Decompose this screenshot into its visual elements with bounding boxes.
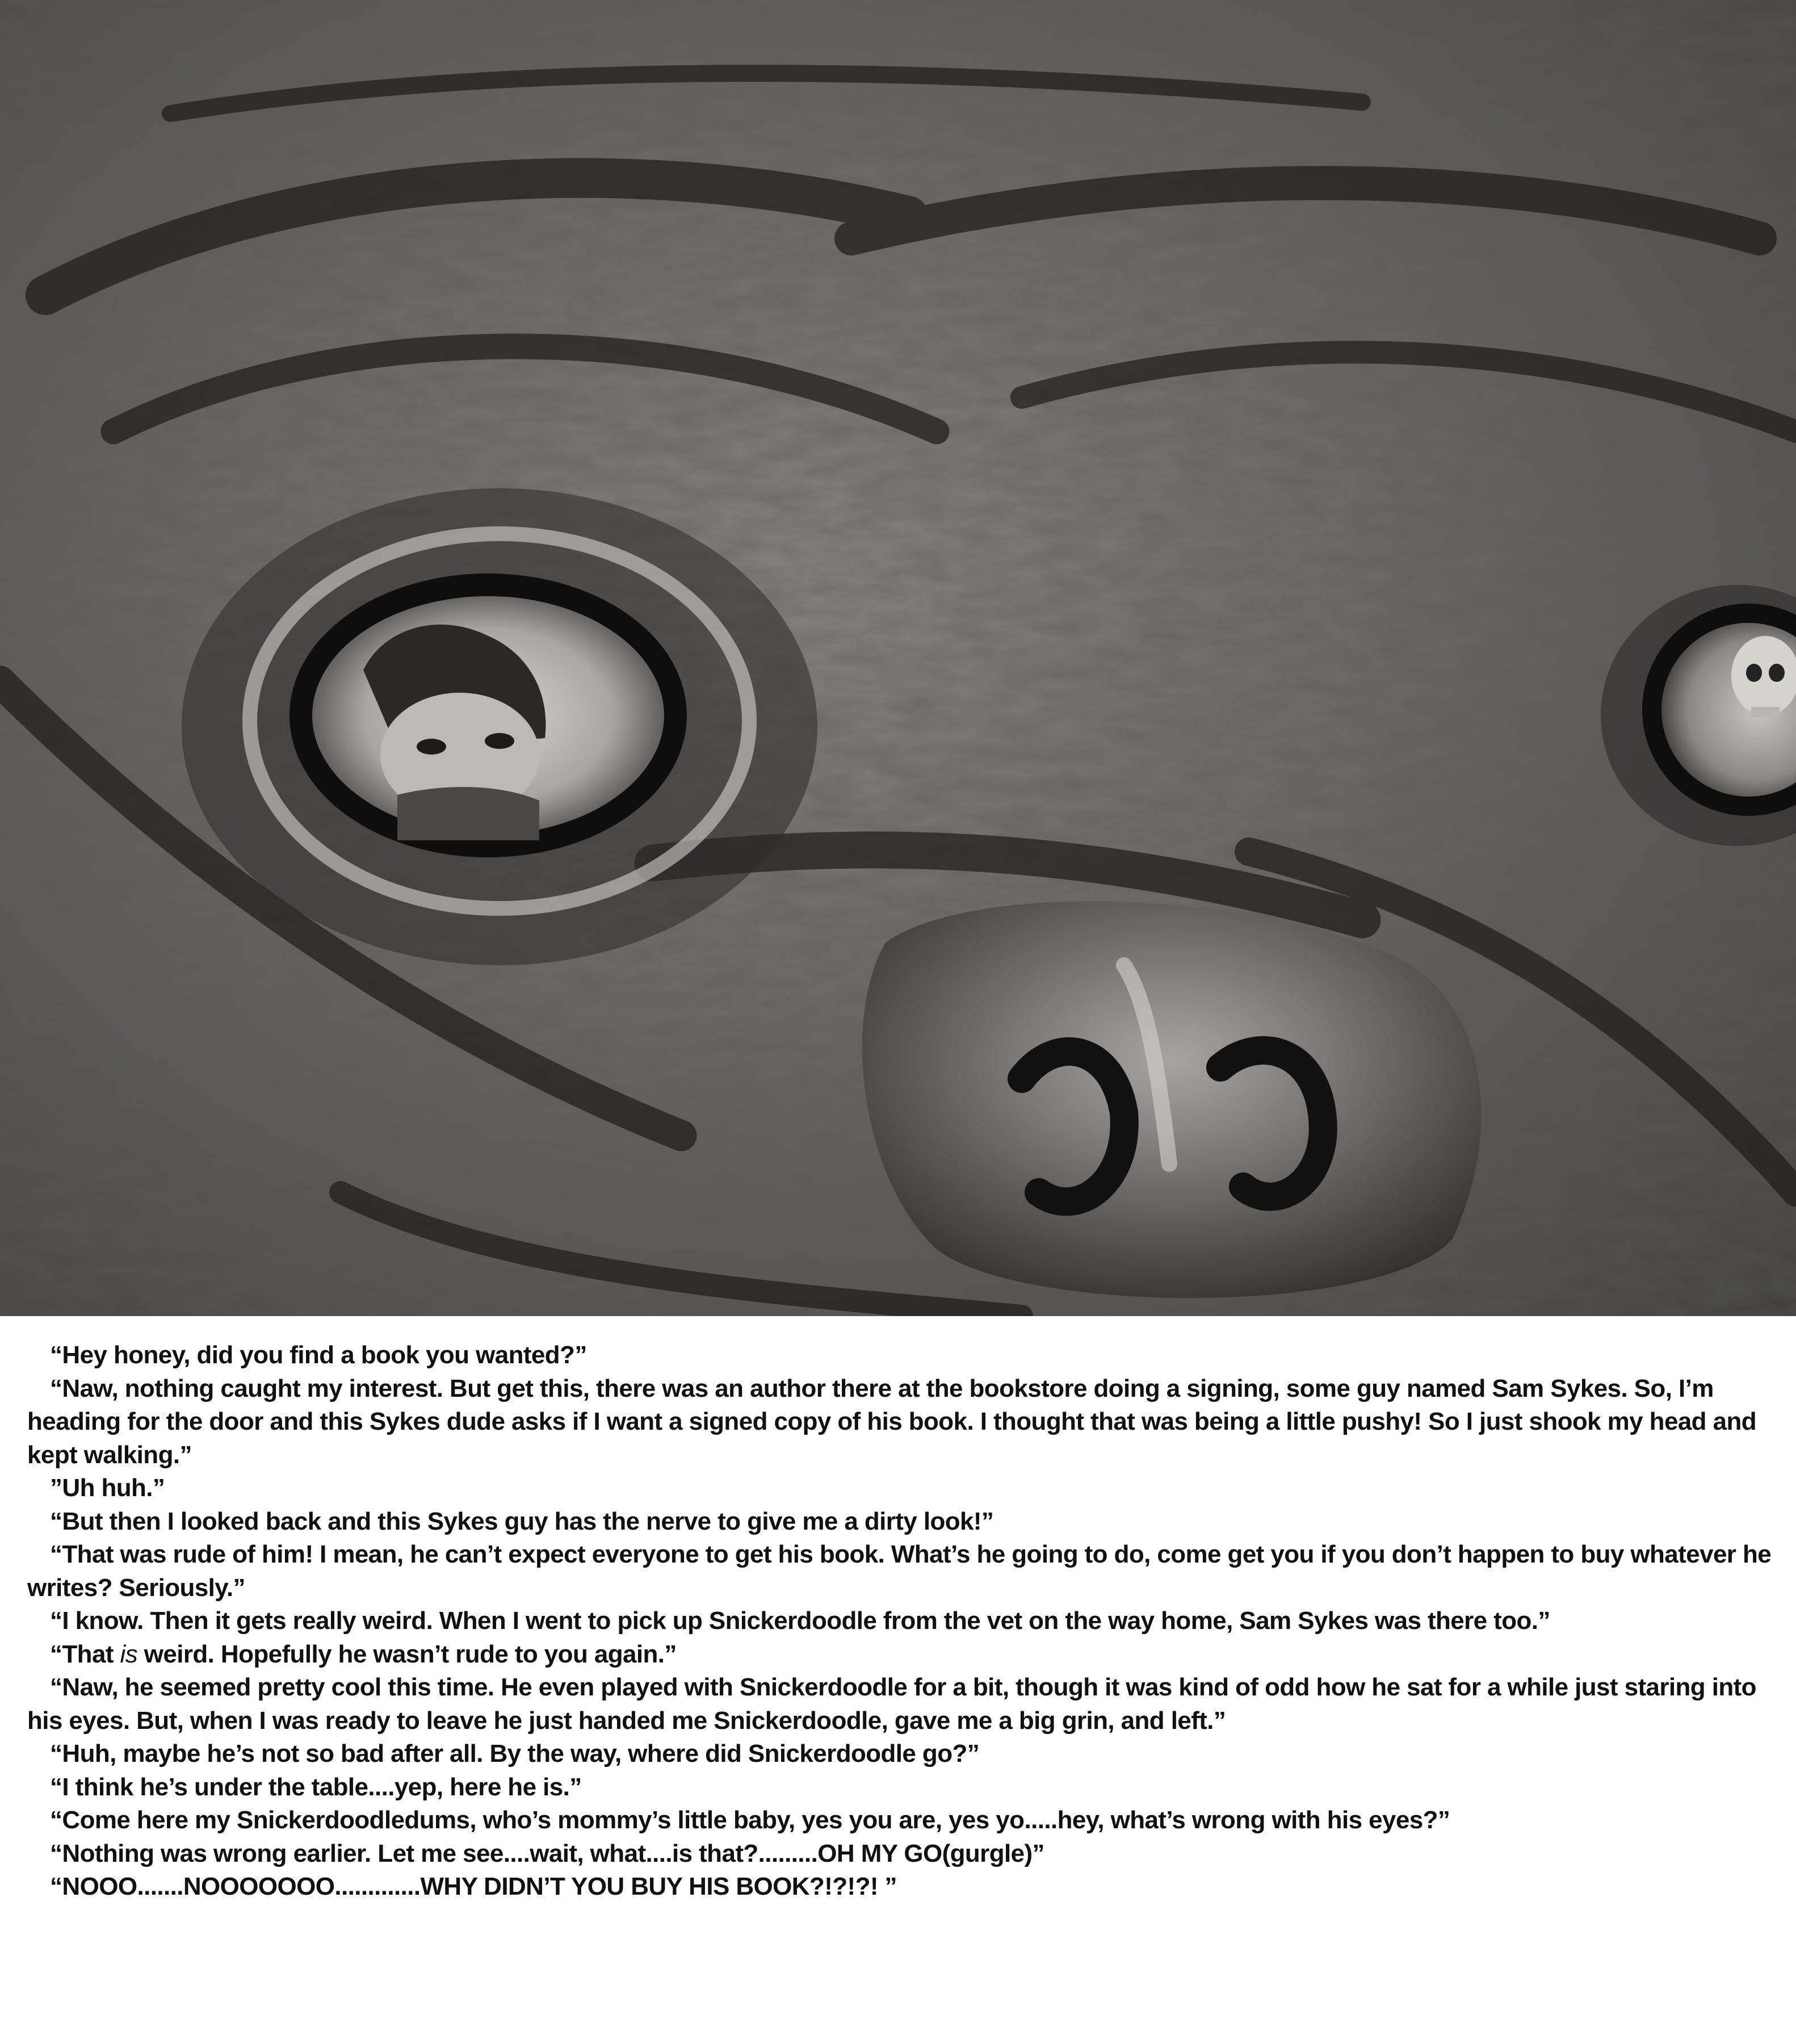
emphasis-word: is <box>120 1640 138 1668</box>
story-paragraph: “But then I looked back and this Sykes guy has the nerve to give me a dirty look!” <box>50 1507 994 1535</box>
story-paragraph: “Naw, nothing caught my interest. But get this, there was an author there at the bookstore doing a signing, some guy named Sam Sykes. So, I’m heading for the door and this Sykes dude asks if I want a signed copy of his book. I thought that was being a little pushy! So I just shook my head and kept walking.” <box>27 1374 1757 1469</box>
story-text <box>27 1339 1776 1904</box>
story-paragraph: “Naw, he seemed pretty cool this time. He even played with Snickerdoodle for a bit, though it was kind of odd how he sat for a while just staring into his eyes. But, when I was ready to leave he just handed me Snickerdoodle, gave me a big grin, and left.” <box>27 1673 1756 1735</box>
story-paragraph: “NOOO.......NOOOOOOO.............WHY DIDN’T YOU BUY HIS BOOK?!?!?! ” <box>50 1873 897 1900</box>
story-paragraph: “Huh, maybe he’s not so bad after all. By the way, where did Snickerdoodle go?” <box>50 1740 980 1767</box>
story-text-before: “That <box>50 1640 120 1668</box>
story-paragraph: “I know. Then it gets really weird. When I went to pick up Snickerdoodle from the vet on the way home, Sam Sykes was there too.” <box>50 1607 1550 1635</box>
dog-nose <box>862 901 1482 1298</box>
story-paragraph: “Hey honey, did you find a book you wanted?” <box>50 1341 587 1369</box>
story-paragraph: “Nothing was wrong earlier. Let me see....wait, what....is that?.........OH MY GO(gurgle)” <box>50 1839 1044 1867</box>
story-paragraph: “That was rude of him! I mean, he can’t expect everyone to get his book. What’s he going to do, come get you if you don’t happen to buy whatever he writes? Seriously.” <box>27 1540 1772 1602</box>
story-paragraph <box>27 1638 1776 1672</box>
story-paragraph: “I think he’s under the table....yep, here he is.” <box>50 1773 582 1801</box>
story-paragraph: ”Uh huh.” <box>50 1474 165 1502</box>
story-paragraph: “Come here my Snickerdoodledums, who’s mommy’s little baby, yes you are, yes yo.....hey, what’s wrong with his eyes?” <box>50 1806 1450 1834</box>
story-text-after: weird. Hopefully he wasn’t rude to you again.” <box>137 1640 677 1668</box>
